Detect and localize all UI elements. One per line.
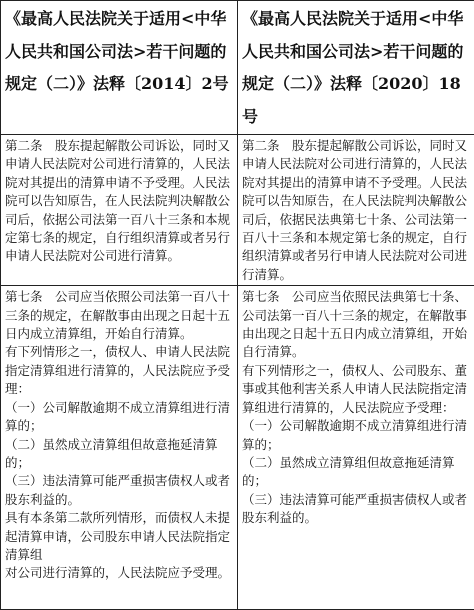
right-article-7-item: （三）违法清算可能严重损害债权人或者股东利益的。 [242,491,470,528]
left-article-7-para: 对公司进行清算的，人民法院应予受理。 [5,564,233,582]
right-title: 《最高人民法院关于适用<中华人民共和国公司法>若干问题的规定（二）》法释〔2020〕18号 [242,3,470,133]
article-7-row [1,286,474,610]
left-article-2-text: 第二条 股东提起解散公司诉讼，同时又申请人民法院对公司进行清算的，人民法院对其提出的清算申请不予受理。人民法院可以告知原告，在人民法院判决解散公司后，依据公司法第一百八十三条和本规定第七条的规定，自行组织清算或者另行申请人民法院对公司进行清算。 [5,137,233,266]
right-article-2-cell [238,135,474,286]
left-article-2-cell [1,135,238,286]
right-article-7-para: 有下列情形之一，债权人、公司股东、董事或其他利害关系人申请人民法院指定清算组进行清算的，人民法院应予受理： [242,362,470,417]
left-title: 《最高人民法院关于适用<中华人民共和国公司法>若干问题的规定（二）》法释〔2014〕2号 [5,3,233,101]
left-article-7-cell [1,286,238,610]
right-article-2-text: 第二条 股东提起解散公司诉讼，同时又申请人民法院对公司进行清算的，人民法院对其提出的清算申请不予受理。人民法院可以告知原告，在人民法院判决解散公司后，依据民法典第七十条、公司法第一百八十三条和本规定第七条的规定，自行组织清算或者另行申请人民法院对公司进行清算。 [242,137,470,284]
left-header-cell [1,1,238,135]
right-article-7-cell [238,286,474,610]
right-article-7-para: 第七条 公司应当依照民法典第七十条、公司法第一百八十三条的规定，在解散事由出现之日起十五日内成立清算组，开始自行清算。 [242,288,470,362]
right-header-cell [238,1,474,135]
right-article-7-item: （二）虽然成立清算组但故意拖延清算的； [242,454,470,491]
left-article-7-item: （三）违法清算可能严重损害债权人或者股东利益的。 [5,472,233,509]
left-article-7-item: （一）公司解散逾期不成立清算组进行清算的； [5,399,233,436]
right-article-7-item: （一）公司解散逾期不成立清算组进行清算的； [242,417,470,454]
left-article-7-para: 有下列情形之一，债权人、申请人民法院指定清算组进行清算的，人民法院应予受理： [5,343,233,398]
header-row [1,1,474,135]
article-2-row [1,135,474,286]
left-article-7-para: 具有本条第二款所列情形，而债权人未提起清算申请，公司股东申请人民法院指定清算组 [5,509,233,564]
left-article-7-item: （二）虽然成立清算组但故意拖延清算的； [5,436,233,473]
left-article-7-para: 第七条 公司应当依照公司法第一百八十三条的规定，在解散事由出现之日起十五日内成立清算组，开始自行清算。 [5,288,233,343]
